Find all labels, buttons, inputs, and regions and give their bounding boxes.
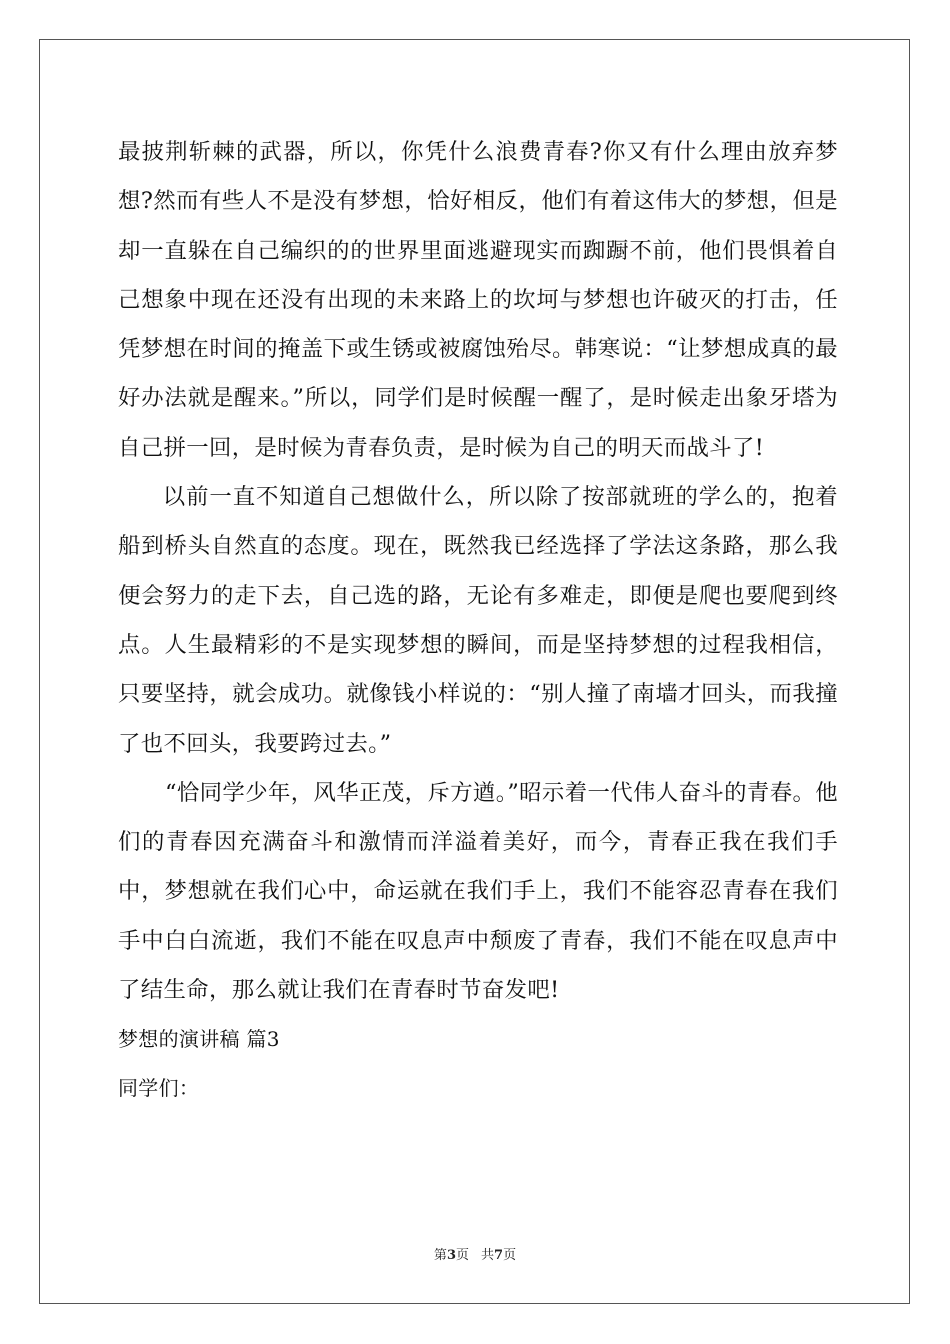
total-suffix: 页 — [503, 1248, 517, 1263]
document-body — [118, 128, 838, 1113]
paragraph-study-law: 以前一直不知道自己想做什么，所以除了按部就班的学么的，抱着船到桥头自然直的态度。现在，既然我已经选择了学法这条路，那么我便会努力的走下去，自己选的路，无论有多难走，即便是爬也要爬到终点。人生最精彩的不是实现梦想的瞬间，而是坚持梦想的过程我相信，只要坚持，就会成功。就像钱小样说的：“别人撞了南墙才回头，而我撞了也不回头，我要跨过去。” — [118, 484, 838, 757]
section-heading: 梦想的演讲稿 篇3 — [118, 1027, 280, 1052]
current-page-number: 3 — [446, 1248, 456, 1263]
page-suffix: 页 — [455, 1248, 469, 1263]
total-prefix: 共 — [481, 1248, 495, 1263]
paragraph-youth-quote: “恰同学少年，风华正茂，斥方遒。”昭示着一代伟人奋斗的青春。他们的青春因充满奋斗和激情而洋溢着美好，而今，青春正我在我们手中，梦想就在我们心中，命运就在我们手上，我们不能容忍青春在我们手中白白流逝，我们不能在叹息声中颓废了青春，我们不能在叹息声中了结生命，那么就让我们在青春时节奋发吧! — [118, 779, 838, 1004]
total-page-number: 7 — [494, 1248, 504, 1263]
page-footer — [0, 1246, 950, 1266]
paragraph-continued: 最披荆斩棘的武器，所以，你凭什么浪费青春?你又有什么理由放弃梦想?然而有些人不是没有梦想，恰好相反，他们有着这伟大的梦想，但是却一直躲在自己编织的的世界里面逃避现实而踟蹰不前，他们畏惧着自己想象中现在还没有出现的未来路上的坎坷与梦想也许破灭的打击，任凭梦想在时间的掩盖下或生锈或被腐蚀殆尽。韩寒说：“让梦想成真的最好办法就是醒来。”所以，同学们是时候醒一醒了，是时候走出象牙塔为自己拼一回，是时候为青春负责，是时候为自己的明天而战斗了! — [118, 139, 838, 461]
salutation: 同学们： — [118, 1076, 200, 1101]
page-prefix: 第 — [433, 1248, 447, 1263]
